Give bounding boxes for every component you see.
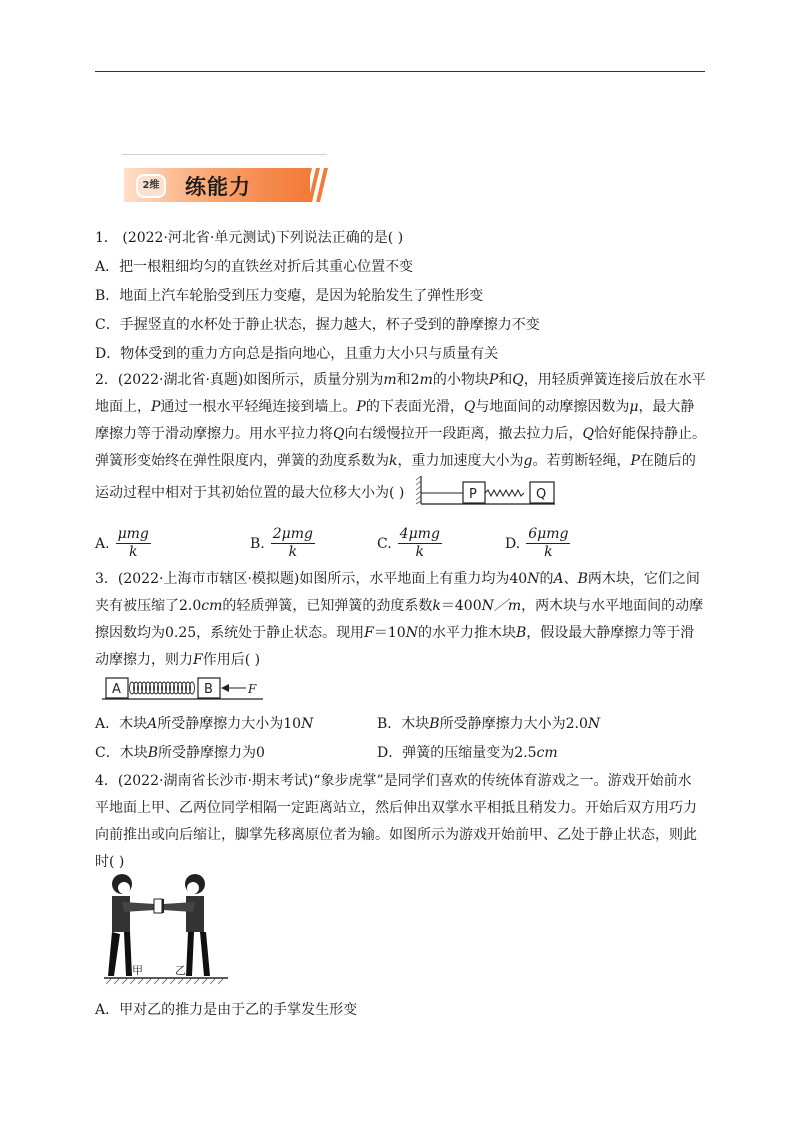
q3-text: C．木块 [95, 745, 148, 761]
q2-option-numerator: 2μmg [272, 526, 313, 542]
q3-option-c[interactable] [95, 743, 265, 763]
q3-text: 动摩擦力，则力 [95, 652, 193, 668]
q2-var: m [419, 372, 433, 388]
q3-stem-line-1 [95, 569, 700, 589]
q3-text: 、 [563, 571, 578, 587]
q2-text: 和 [498, 372, 513, 388]
q3-text: 作用后( ) [202, 652, 261, 668]
q4-figure [100, 868, 235, 986]
q1-option-d[interactable]: D．物体受到的重力方向总是指向地心，且重力大小只与质量有关 [95, 346, 499, 362]
q3-var: B [577, 571, 588, 587]
q3-var: B [515, 625, 527, 641]
q2-option-label: C. [377, 535, 392, 552]
q2-option-denominator: k [288, 544, 298, 560]
q2-option-fraction [271, 526, 315, 561]
q3-text: 所受静摩擦力大小为10 [157, 716, 302, 732]
q2-stem-line-4 [95, 451, 696, 471]
q3-var: A [147, 716, 158, 732]
q2-option-fraction [526, 526, 570, 561]
q2-text: 弹簧形变始终在弹性限度内，弹簧的劲度系数为 [95, 453, 389, 469]
q3-var: cm [536, 745, 558, 761]
q2-text: 的小物块 [432, 372, 489, 388]
q3-text: A．木块 [95, 716, 148, 732]
q3-option-a[interactable] [95, 714, 313, 734]
q3-text: D．弹簧的压缩量变为2.5 [377, 745, 537, 761]
q3-var: A [553, 571, 564, 587]
q3-option-b[interactable] [377, 714, 600, 734]
q2-text: 恰好能保持静止。 [593, 426, 706, 442]
q3-fig-a-label: A [112, 682, 121, 697]
q2-option-fraction [116, 526, 151, 561]
q2-text: ，最大静 [638, 399, 695, 415]
q2-option-c[interactable] [377, 526, 442, 561]
q3-var: k [432, 598, 441, 614]
q3-stem-line-3 [95, 623, 694, 643]
q4-fig-yi-label: 乙 [175, 964, 186, 977]
q2-fig-q-label: Q [536, 487, 547, 502]
q2-text: 。若剪断轻绳， [532, 453, 631, 469]
q3-fig-f-label: F [248, 682, 257, 696]
q2-text: 与地面间的动摩擦因数为 [475, 399, 630, 415]
q3-var: N [587, 716, 601, 732]
q3-text: 所受静摩擦力为0 [158, 745, 265, 761]
q3-text: ＝400 [440, 598, 482, 614]
q3-text: ，两木块与水平地面间的动摩 [521, 598, 704, 614]
q3-var: N [527, 571, 540, 587]
q2-var: Q [333, 426, 345, 442]
q2-text: 的下表面光滑， [365, 399, 464, 415]
q2-stem-line-5: 运动过程中相对于其初始位置的最大位移大小为( ) [95, 485, 405, 501]
q2-option-label: A. [95, 535, 110, 552]
q3-var: N [301, 716, 314, 732]
q2-text: 向右缓慢拉开一段距离，撤去拉力后， [344, 426, 583, 442]
q2-option-d[interactable] [505, 526, 570, 561]
q2-option-label: D. [505, 535, 521, 552]
q2-var: m [383, 372, 397, 388]
q2-option-fraction [398, 526, 442, 561]
q3-text: B．木块 [377, 716, 430, 732]
q2-text: 摩擦力等于滑动摩擦力。用水平拉力将 [95, 426, 333, 442]
q4-fig-jia-label: 甲 [132, 964, 143, 977]
q3-option-d[interactable] [377, 743, 558, 763]
banner-stripes-icon [300, 168, 330, 202]
q3-text: ＝10 [373, 625, 406, 641]
q1-option-c[interactable]: C．手握竖直的水杯处于静止状态，握力越大，杯子受到的静摩擦力不变 [95, 317, 540, 333]
q2-option-b[interactable] [250, 526, 315, 561]
q3-var: N [405, 625, 418, 641]
q2-stem-line-2 [95, 397, 694, 417]
q3-text: 夹有被压缩了2.0 [95, 598, 202, 614]
q3-fig-b-label: B [204, 682, 213, 697]
q4-stem-line-3: 向前推出或向后缩让，脚掌先移离原位者为输。如图所示为游戏开始前甲、乙处于静止状态，则此 [95, 827, 697, 843]
q2-option-numerator: μmg [117, 526, 149, 542]
section-banner [122, 154, 327, 204]
q3-stem-line-2 [95, 596, 703, 616]
q3-var: N／m [481, 598, 522, 614]
q2-text: 2．(2022·湖北省·真题)如图所示，质量分别为 [95, 372, 384, 388]
q2-option-denominator: k [544, 544, 553, 560]
header-rule [95, 71, 705, 72]
q3-text: ，假设最大静摩擦力等于滑 [526, 625, 695, 641]
q2-text: 在随后的 [639, 453, 696, 469]
q2-var: Q [463, 399, 476, 415]
q1-option-b[interactable]: B．地面上汽车轮胎受到压力变瘪，是因为轮胎发生了弹性形变 [95, 288, 484, 304]
q4-stem-line-1: 4．(2022·湖南省长沙市·期末考试)“象步虎掌”是同学们喜欢的传统体育游戏之一。游戏开始前水 [95, 773, 692, 789]
q2-text: 和2 [396, 372, 420, 388]
q3-stem-line-4 [95, 650, 260, 670]
q3-var: cm [201, 598, 223, 614]
section-tag: 2维 [136, 174, 166, 198]
banner-top-line [122, 154, 327, 155]
q3-text: 两木块，它们之间 [587, 571, 700, 587]
q4-option-a[interactable]: A．甲对乙的推力是由于乙的手掌发生形变 [95, 1002, 358, 1018]
q3-var: B [147, 745, 159, 761]
q1-stem: 1． (2022·河北省·单元测试)下列说法正确的是( ) [95, 230, 404, 246]
q2-fig-p-label: P [469, 487, 477, 502]
q3-var: B [429, 716, 440, 732]
q2-option-numerator: 6μmg [528, 526, 569, 542]
q2-var: P [488, 372, 499, 388]
q2-option-denominator: k [415, 544, 425, 560]
q2-var: μ [629, 399, 639, 415]
q2-option-denominator: k [128, 544, 138, 560]
q3-text: 3．(2022·上海市市辖区·模拟题)如图所示，水平地面上有重力均为40 [95, 571, 528, 587]
q3-text: 擦因数均为0.25，系统处于静止状态。现用 [95, 625, 365, 641]
q3-var: F [193, 652, 203, 668]
q2-option-label: B. [250, 535, 265, 552]
q2-figure [415, 474, 560, 506]
q4-stem-line-4: 时( ) [95, 854, 125, 870]
q2-var: P [630, 453, 640, 469]
q2-text: ，用轻质弹簧连接后放在水平 [523, 372, 706, 388]
q2-var: k [389, 453, 398, 469]
q2-option-a[interactable] [95, 526, 151, 561]
q2-var: P [151, 399, 161, 415]
q2-var: Q [582, 426, 594, 442]
q3-text: 所受静摩擦力大小为2.0 [439, 716, 588, 732]
q2-var: g [523, 453, 533, 469]
q2-stem-line-3 [95, 424, 706, 444]
q1-option-a[interactable]: A．把一根粗细均匀的直铁丝对折后其重心位置不变 [95, 259, 414, 275]
q3-text: 的水平力推木块 [417, 625, 516, 641]
q2-text: 地面上， [95, 399, 151, 415]
section-title: 练能力 [185, 175, 251, 199]
q2-var: P [356, 399, 366, 415]
q3-text: 的轻质弹簧，已知弹簧的劲度系数 [222, 598, 433, 614]
q2-option-numerator: 4μmg [399, 526, 440, 542]
q2-text: ，重力加速度大小为 [397, 453, 524, 469]
q2-text: 通过一根水平轻绳连接到墙上。 [160, 399, 357, 415]
q3-var: F [364, 625, 374, 641]
q3-text: 的 [539, 571, 554, 587]
q4-stem-line-2: 平地面上甲、乙两位同学相隔一定距离站立，然后伸出双掌水平相抵且稍发力。开始后双方用巧力 [95, 800, 697, 816]
q3-figure [100, 674, 270, 702]
q2-stem-line-1 [95, 370, 706, 390]
q2-var: Q [512, 372, 524, 388]
